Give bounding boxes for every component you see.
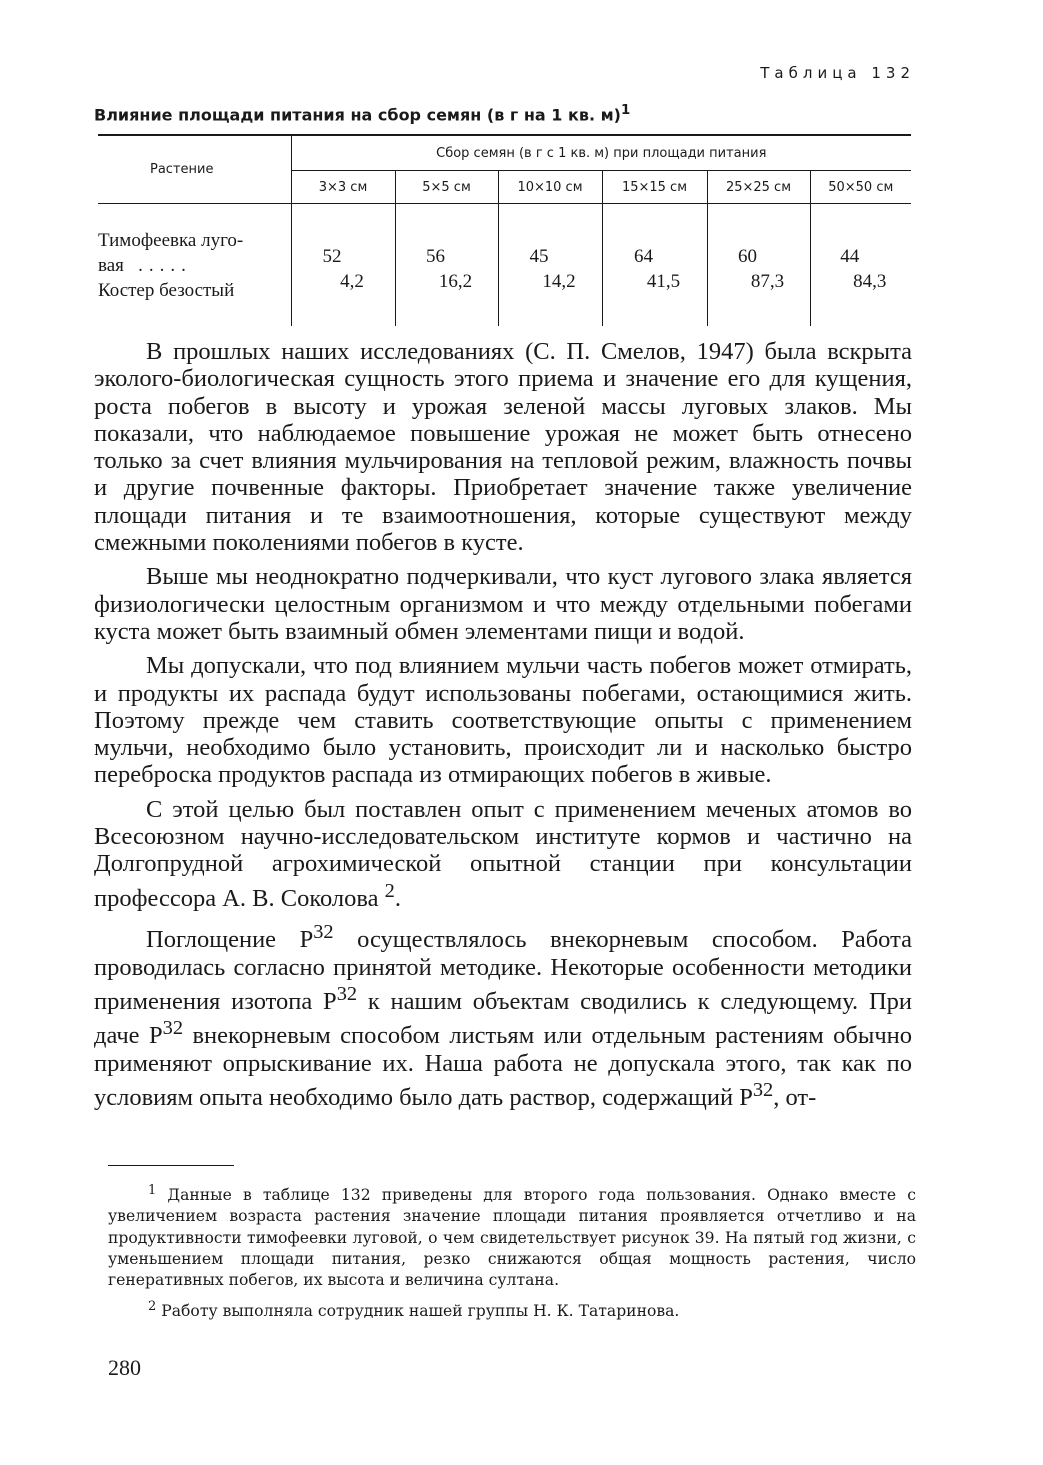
column-header-3x3: 3×3 см [291,171,395,204]
column-header-plant: Растение [98,136,291,204]
footnotes [108,1180,916,1326]
data-table [98,136,911,326]
page-number: 280 [108,1355,141,1380]
value-cell-50x50: 44 84,3 [810,204,911,327]
paragraph-3: Мы допускали, что под влиянием мульчи часть побегов может отмирать, и продукты их распада будут использованы побегами, остающимися жить. Поэтому прежде чем ставить соответствующие опыты с применением мульчи, необходимо было установить, происходит ли и насколько быстро переброска продуктов распада из отмирающих побегов в живые. [94,652,912,789]
value-cell-15x15: 64 41,5 [602,204,707,327]
table-title-footnote-ref: 1 [620,103,631,118]
column-header-5x5: 5×5 см [395,171,498,204]
column-header-50x50: 50×50 см [810,171,911,204]
column-header-10x10: 10×10 см [498,171,602,204]
footnote-divider [108,1165,234,1166]
paragraph-2: Выше мы неоднократно подчеркивали, что куст лугового злака является физиологически целостным организмом и что между отдельными побегами куста может быть взаимный обмен элементами пищи и водой. [94,563,912,645]
table-row [98,204,911,327]
value-cell-3x3: 52 4,2 [291,204,395,327]
value-cell-10x10: 45 14,2 [498,204,602,327]
body-text [94,338,912,1119]
footnote-ref-2: 2 [384,879,395,902]
value-cell-5x5: 56 16,2 [395,204,498,327]
table-title [94,103,630,124]
value-cell-25x25: 60 87,3 [707,204,810,327]
table-title-text: Влияние площади питания на сбор семян (в г на 1 кв. м) [94,105,621,125]
footnote-2: $^2$ Работу выполняла сотрудник нашей группы Н. К. Татаринова. [148,1298,680,1320]
paragraph-4: С этой целью был поставлен опыт с применением меченых атомов во Всесоюзном научно-исследовательском институте кормов и частично на Долгопрудной агрохимической опытной станции при консультации профессора А. В. Соколова $^2$. [94,795,912,912]
paragraph-5: Поглощение $Р^{32}$ осуществлялось внекорневым способом. Работа проводилась согласно принятой методике. Некоторые особенности методики применения изотопа $Р^{32}$ к нашим объектам сводились к следующему. При даче $Р^{32}$ внекорневым способом листьям или отдельным растениям обычно применяют опрыскивание их. Наша работа не допускала этого, так как по условиям опыта необходимо было дать раствор, содержащий $Р^{32}$, от- [94,921,913,1112]
plant-name-brome: Костер безостый [98,280,235,301]
table-label: Таблица 132 [760,64,915,82]
data-table-wrapper [98,134,911,326]
plant-name-timothy: Тимофеевка луго- вая ..... [98,230,244,276]
column-header-15x15: 15×15 см [602,171,707,204]
paragraph-1: В прошлых наших исследованиях (С. П. Смелов, 1947) была вскрыта эколого-биологическая сущность этого приема и значение его для кущения, роста побегов в высоту и урожая зеленой массы луговых злаков. Мы показали, что наблюдаемое повышение урожая не может быть отнесено только за счет влияния мульчирования на тепловой режим, влажность почвы и другие почвенные факторы. Приобретает значение также увеличение площади питания и те взаимоотношения, которые существуют между смежными поколениями побегов в кусте. [94,338,912,557]
footnote-1: $^1$ Данные в таблице 132 приведены для второго года пользования. Однако вместе с увеличением возраста растения значение площади питания проявляется отчетливо и на продуктивности тимофеевки луговой, о чем свидетельствует рисунок 39. На пятый год жизни, с уменьшением площади питания, резко снижаются общая мощность растения, число генеративных побегов, их высота и величина султана. [108,1183,916,1290]
plant-names-cell [98,204,291,327]
column-header-25x25: 25×25 см [707,171,810,204]
column-group-header: Сбор семян (в г с 1 кв. м) при площади питания [291,136,911,171]
